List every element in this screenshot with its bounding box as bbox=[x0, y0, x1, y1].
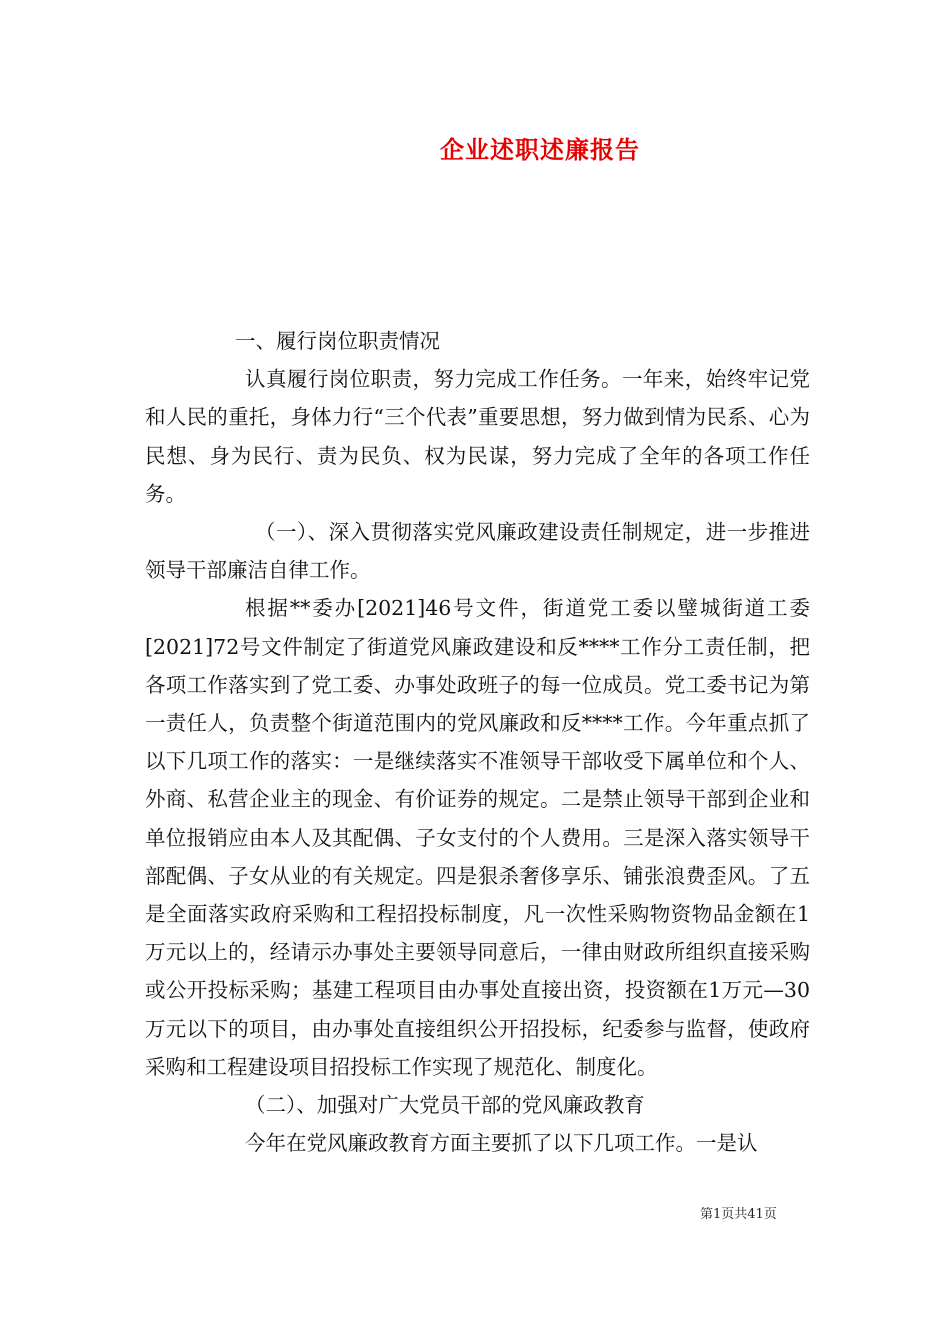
document-title: 企业述职述廉报告 bbox=[440, 135, 640, 164]
document-body bbox=[145, 322, 810, 1162]
page-footer: 第1页共41页 bbox=[700, 1207, 777, 1222]
paragraph: 根据**委办[2021]46号文件，街道党工委以璧城街道工委[2021]72号文件制定了街道党风廉政建设和反****工作分工责任制，把各项工作落实到了党工委、办事处政班子的每一位成员。党工委书记为第一责任人，负责整个街道范围内的党风廉政和反****工作。今年重点抓了以下几项工作的落实：一是继续落实不准领导干部收受下属单位和个人、外商、私营企业主的现金、有价证券的规定。二是禁止领导干部到企业和单位报销应由本人及其配偶、子女支付的个人费用。三是深入落实领导干部配偶、子女从业的有关规定。四是狠杀奢侈享乐、铺张浪费歪风。了五是全面落实政府采购和工程招投标制度，凡一次性采购物资物品金额在1万元以上的，经请示办事处主要领导同意后，一律由财政所组织直接采购或公开投标采购；基建工程项目由办事处直接出资，投资额在1万元—30万元以下的项目，由办事处直接组织公开招投标，纪委参与监督，使政府采购和工程建设项目招投标工作实现了规范化、制度化。 bbox=[145, 596, 810, 1079]
subsection-heading: （一）、深入贯彻落实党风廉政建设责任制规定，进一步推进领导干部廉洁自律工作。 bbox=[145, 520, 810, 583]
section-heading: 一、履行岗位职责情况 bbox=[235, 329, 440, 353]
subsection-heading: （二）、加强对广大党员干部的党风廉政教育 bbox=[245, 1093, 645, 1118]
paragraph: 认真履行岗位职责，努力完成工作任务。一年来，始终牢记党和人民的重托，身体力行“三个代表”重要思想，努力做到情为民系、心为民想、身为民行、责为民负、权为民谋，努力完成了全年的各项工作任务。 bbox=[145, 367, 810, 506]
paragraph: 今年在党风廉政教育方面主要抓了以下几项工作。一是认 bbox=[245, 1131, 758, 1156]
